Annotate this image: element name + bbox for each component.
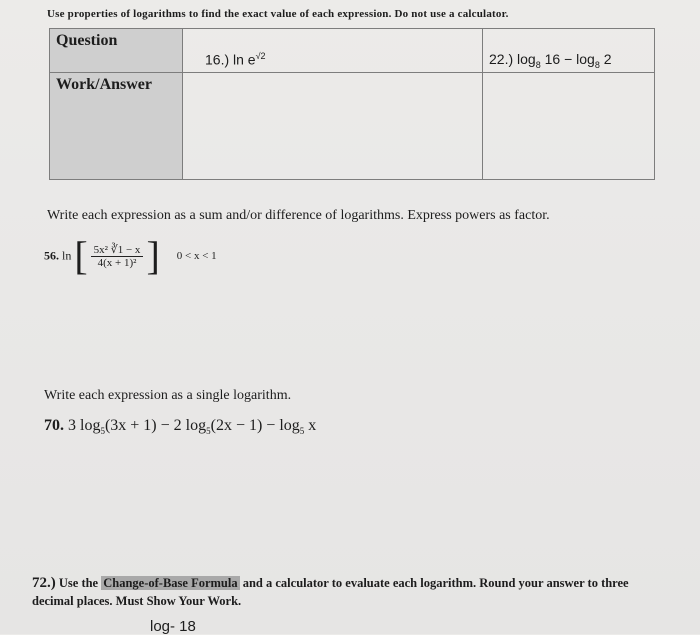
p70-base-1: 5: [100, 426, 105, 437]
section2-instruction: Write each expression as a single logarithm.: [44, 388, 292, 403]
p72-number: 72.): [32, 575, 56, 591]
problem-56: [44, 233, 217, 278]
q16-text: 16.) ln e: [205, 51, 256, 68]
problem-70: [44, 417, 316, 436]
p56-numerator: 5x² ∛1 − x: [91, 243, 144, 257]
q22-text-1: 22.) log: [489, 51, 536, 67]
p56-condition: 0 < x < 1: [176, 250, 217, 262]
question-16: [183, 29, 483, 73]
p70-base-3: 5: [299, 426, 305, 437]
p56-number: 56.: [44, 248, 59, 263]
p70-term-4: x: [304, 417, 317, 434]
q22-base-2: 8: [594, 59, 600, 70]
left-bracket: [: [74, 233, 88, 278]
q16-exponent: √2: [255, 51, 266, 61]
q22-base-1: 8: [535, 59, 541, 70]
p70-term-3: (2x − 1) − log: [210, 417, 300, 434]
p72-text-1: Use the: [58, 576, 99, 590]
p72-text-2: and a calculator to evaluate each logarithm. Round your answer to three decimal places. Must Show Your Work.: [32, 576, 629, 608]
work-cell-16[interactable]: [183, 73, 483, 180]
p70-base-2: 5: [206, 426, 211, 437]
p70-number: 70.: [44, 417, 64, 434]
p70-term-1: 3 log: [68, 417, 101, 434]
p56-denominator: 4(x + 1)²: [97, 257, 137, 269]
p56-ln: ln: [62, 248, 72, 263]
work-answer-label: Work/Answer: [50, 73, 183, 180]
q22-text-2: 16 − log: [540, 51, 595, 67]
question-label: Question: [50, 29, 183, 73]
problem-72: [32, 574, 672, 610]
instruction-header: Use properties of logarithms to find the exact value of each expression. Do not use a calculator.: [47, 8, 509, 20]
question-22: [483, 29, 655, 73]
p56-fraction: [91, 243, 144, 269]
work-cell-22[interactable]: [483, 73, 655, 180]
bottom-partial-expression: log- 18: [150, 618, 196, 635]
question-table: [49, 28, 655, 180]
right-bracket: ]: [146, 233, 160, 278]
q22-text-3: 2: [599, 51, 612, 67]
section1-instruction: Write each expression as a sum and/or difference of logarithms. Express powers as factor.: [47, 208, 550, 223]
p70-term-2: (3x + 1) − 2 log: [104, 417, 207, 434]
p72-highlight: Change-of-Base Formula: [103, 576, 238, 590]
